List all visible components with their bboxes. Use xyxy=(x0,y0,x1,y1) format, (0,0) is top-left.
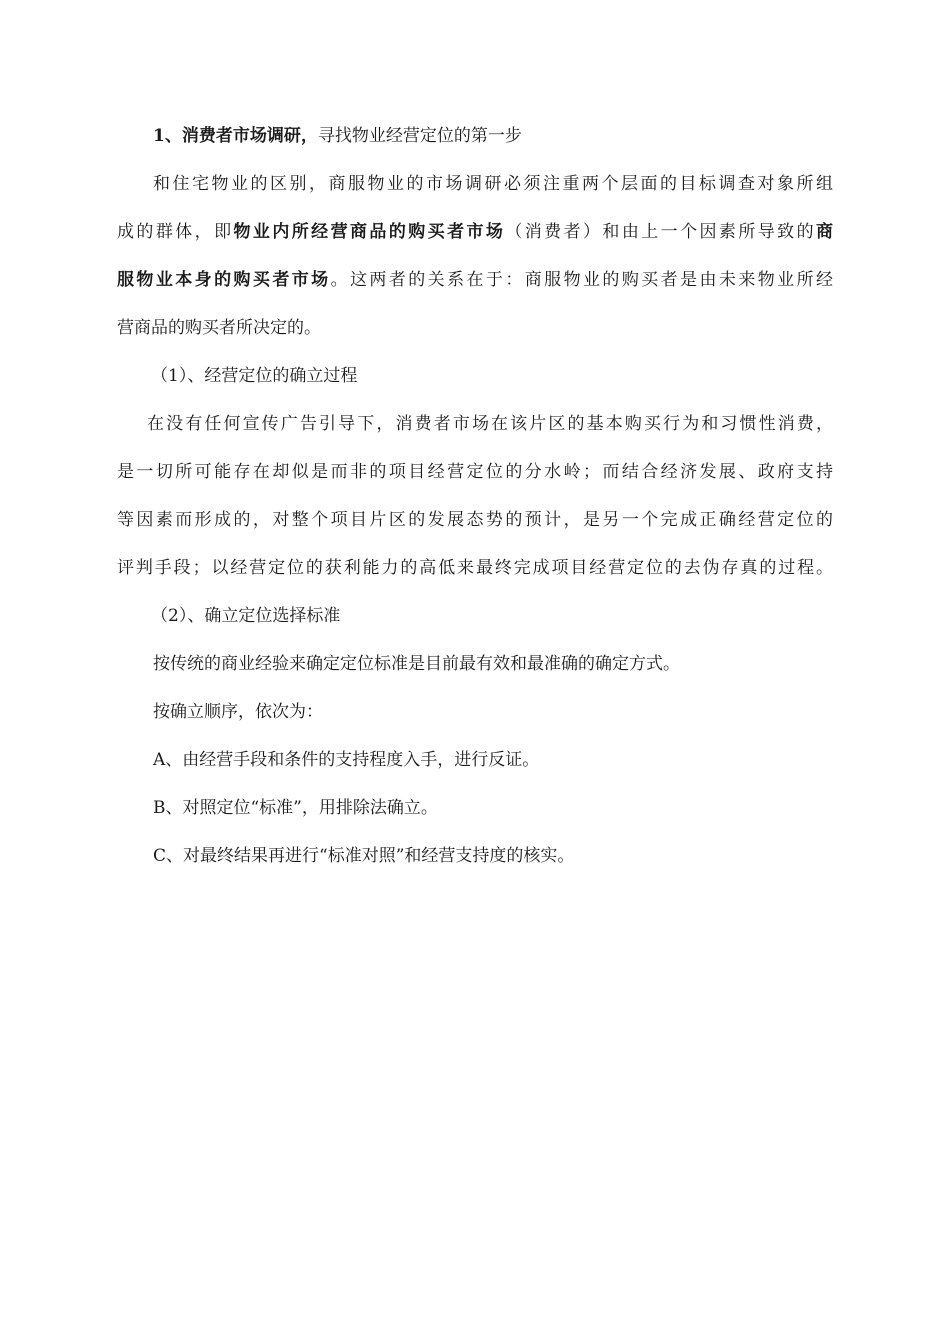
para1-line1: 和住宅物业的区别，商服物业的市场调研必须注重两个层面的目标调查对象所组 xyxy=(153,174,833,194)
para3-line1: 按传统的商业经验来确定定位标准是目前最有效和最准确的确定方式。 xyxy=(153,654,680,674)
para3-line2: 按确立顺序，依次为： xyxy=(153,702,323,722)
para2-line1: 在没有任何宣传广告引导下，消费者市场在该片区的基本购买行为和习惯性消费， xyxy=(147,414,833,434)
para1-line2-text-a: 成的群体，即 xyxy=(117,222,234,242)
para2-line4: 评判手段；以经营定位的获利能力的高低来最终完成项目经营定位的去伪存真的过程。 xyxy=(117,558,833,578)
para2-line3: 等因素而形成的，对整个项目片区的发展态势的预计，是另一个完成正确经营定位的 xyxy=(117,510,833,530)
para1-line2 xyxy=(117,208,833,256)
para1-line2-bold-b: 物业内所经营商品的购买者市场 xyxy=(233,222,506,242)
section-heading-rest: 寻找物业经营定位的第一步 xyxy=(317,126,522,146)
para2-line2: 是一切所可能存在却似是而非的项目经营定位的分水岭；而结合经济发展、政府支持 xyxy=(117,462,833,482)
para1-line4: 营商品的购买者所决定的。 xyxy=(117,318,321,338)
para1-line3-text-b: 。这两者的关系在于：商服物业的购买者是由未来物业所经 xyxy=(330,270,834,290)
list-item-c: C、对最终结果再进行“标准对照”和经营支持度的核实。 xyxy=(153,846,575,866)
subheading-2: （2）、确立定位选择标准 xyxy=(151,606,341,626)
section-heading-bold: 1、消费者市场调研， xyxy=(153,126,318,146)
list-item-b: B、对照定位“标准”，用排除法确立。 xyxy=(153,798,438,818)
document-body xyxy=(117,112,833,880)
section-heading xyxy=(117,112,833,160)
para1-line2-bold-d: 商 xyxy=(816,222,834,242)
para1-line2-text-c: （消费者）和由上一个因素所导致的 xyxy=(505,222,817,242)
list-item-a: A、由经营手段和条件的支持程度入手，进行反证。 xyxy=(153,750,540,770)
para1-line3 xyxy=(117,256,833,304)
para1-line3-bold-a: 服物业本身的购买者市场 xyxy=(117,270,331,290)
subheading-1: （1）、经营定位的确立过程 xyxy=(151,366,358,386)
